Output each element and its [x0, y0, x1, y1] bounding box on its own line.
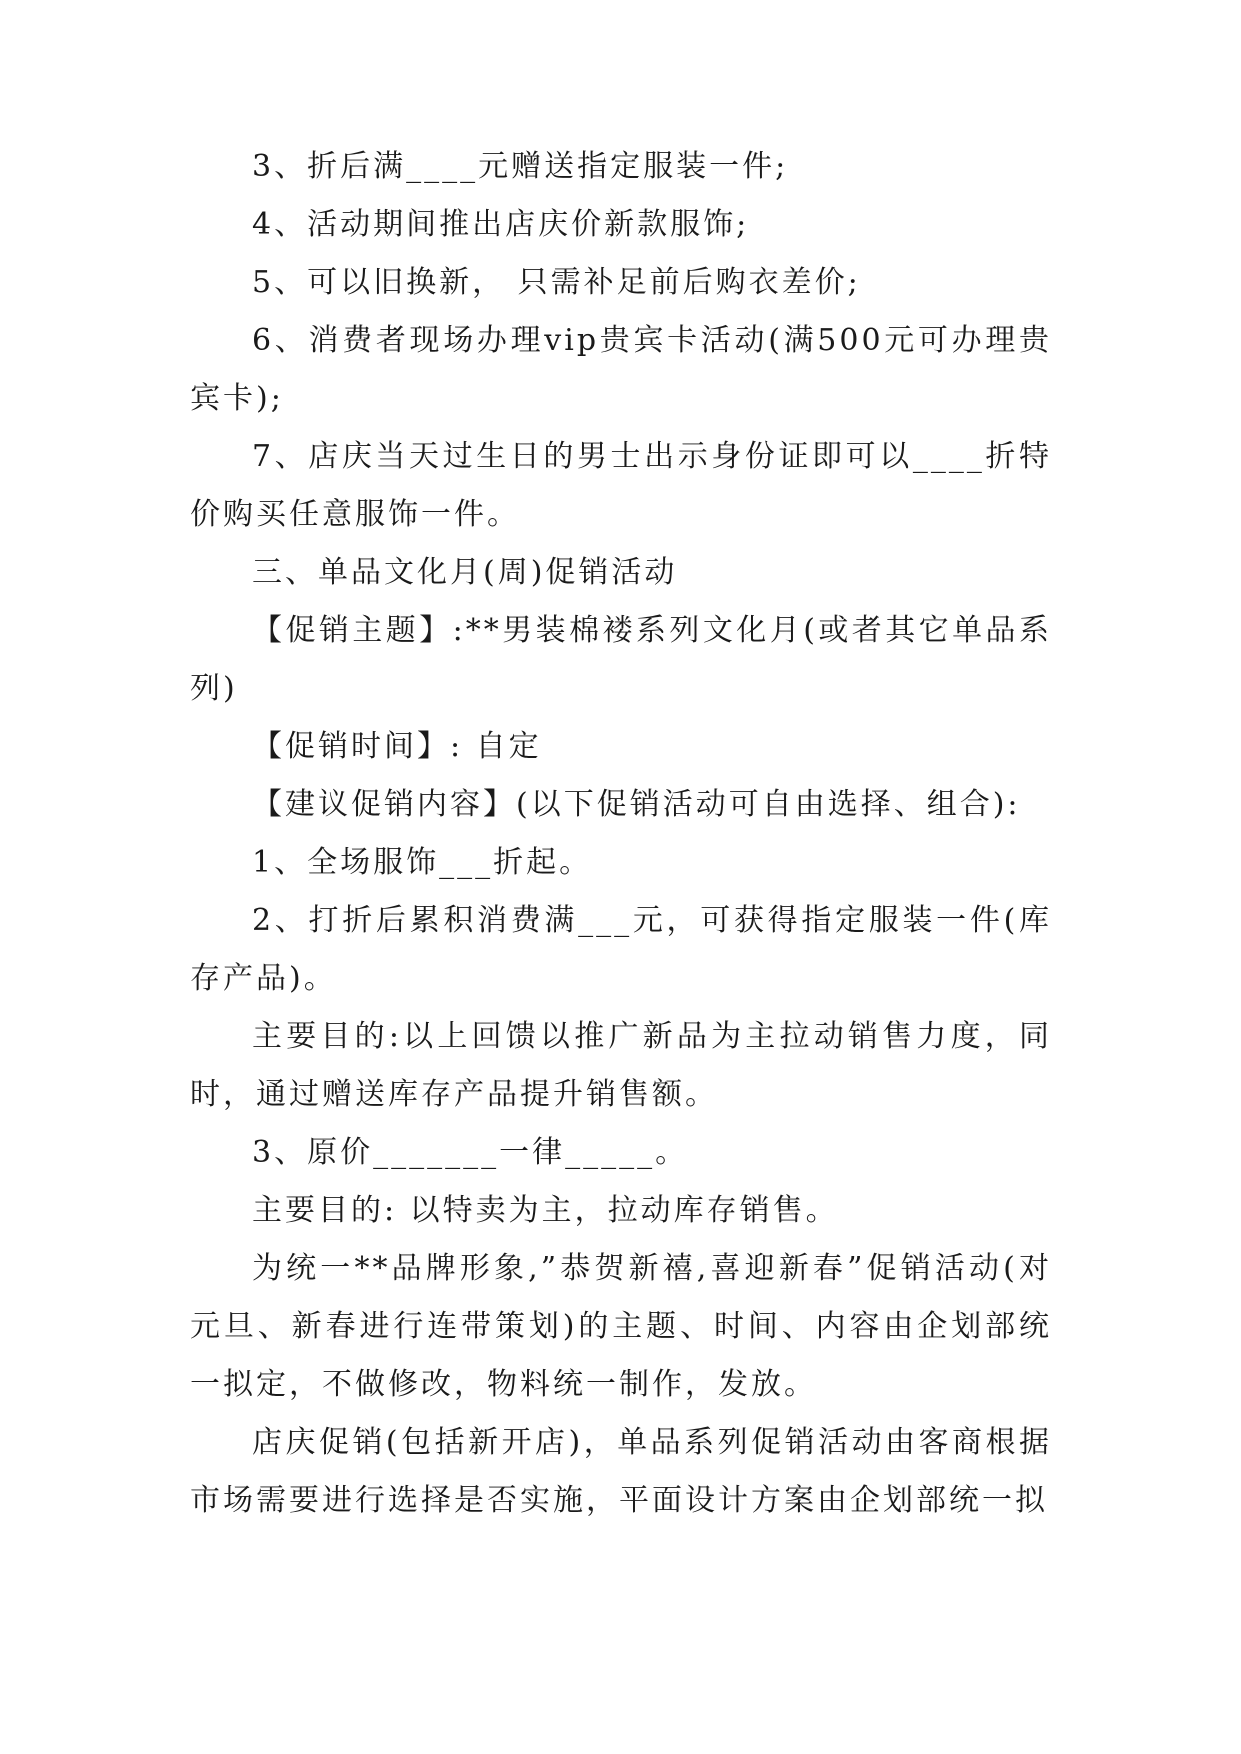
paragraph-purpose-clearance: 主要目的: 以特卖为主，拉动库存销售。 — [252, 1193, 839, 1228]
paragraph-promo-theme: 【促销主题】:**男装棉褛系列文化月(或者其它单品系列) — [190, 613, 1052, 706]
paragraph-anniversary-price: 4、活动期间推出店庆价新款服饰; — [252, 207, 750, 242]
paragraph-gift-threshold: 3、折后满____元赠送指定服装一件; — [252, 149, 789, 184]
paragraph-birthday-offer: 7、店庆当天过生日的男士出示身份证即可以____折特价购买任意服饰一件。 — [190, 439, 1052, 532]
paragraph-purpose-new: 主要目的:以上回馈以推广新品为主拉动销售力度，同时，通过赠送库存产品提升销售额。 — [190, 1019, 1052, 1112]
paragraph-store-promo: 店庆促销(包括新开店)，单品系列促销活动由客商根据市场需要进行选择是否实施，平面设计方案由企划部统一拟 — [190, 1425, 1052, 1518]
paragraph-promo-time: 【促销时间】: 自定 — [252, 729, 542, 764]
paragraph-trade-in: 5、可以旧换新， 只需补足前后购衣差价; — [252, 265, 861, 300]
paragraph-cumulative-gift: 2、打折后累积消费满___元，可获得指定服装一件(库存产品)。 — [190, 903, 1052, 996]
section-heading: 三、单品文化月(周)促销活动 — [252, 555, 678, 590]
paragraph-original-price: 3、原价_______一律_____。 — [252, 1135, 689, 1170]
document-body — [190, 138, 1052, 1530]
paragraph-promo-content: 【建议促销内容】(以下促销活动可自由选择、组合): — [252, 787, 1021, 822]
paragraph-vip-card: 6、消费者现场办理vip贵宾卡活动(满500元可办理贵宾卡); — [190, 323, 1052, 416]
paragraph-brand-unify: 为统一**品牌形象,”恭贺新禧,喜迎新春”促销活动(对元旦、新春进行连带策划)的主题、时间、内容由企划部统一拟定，不做修改，物料统一制作，发放。 — [190, 1251, 1052, 1402]
paragraph-discount: 1、全场服饰___折起。 — [252, 845, 593, 880]
